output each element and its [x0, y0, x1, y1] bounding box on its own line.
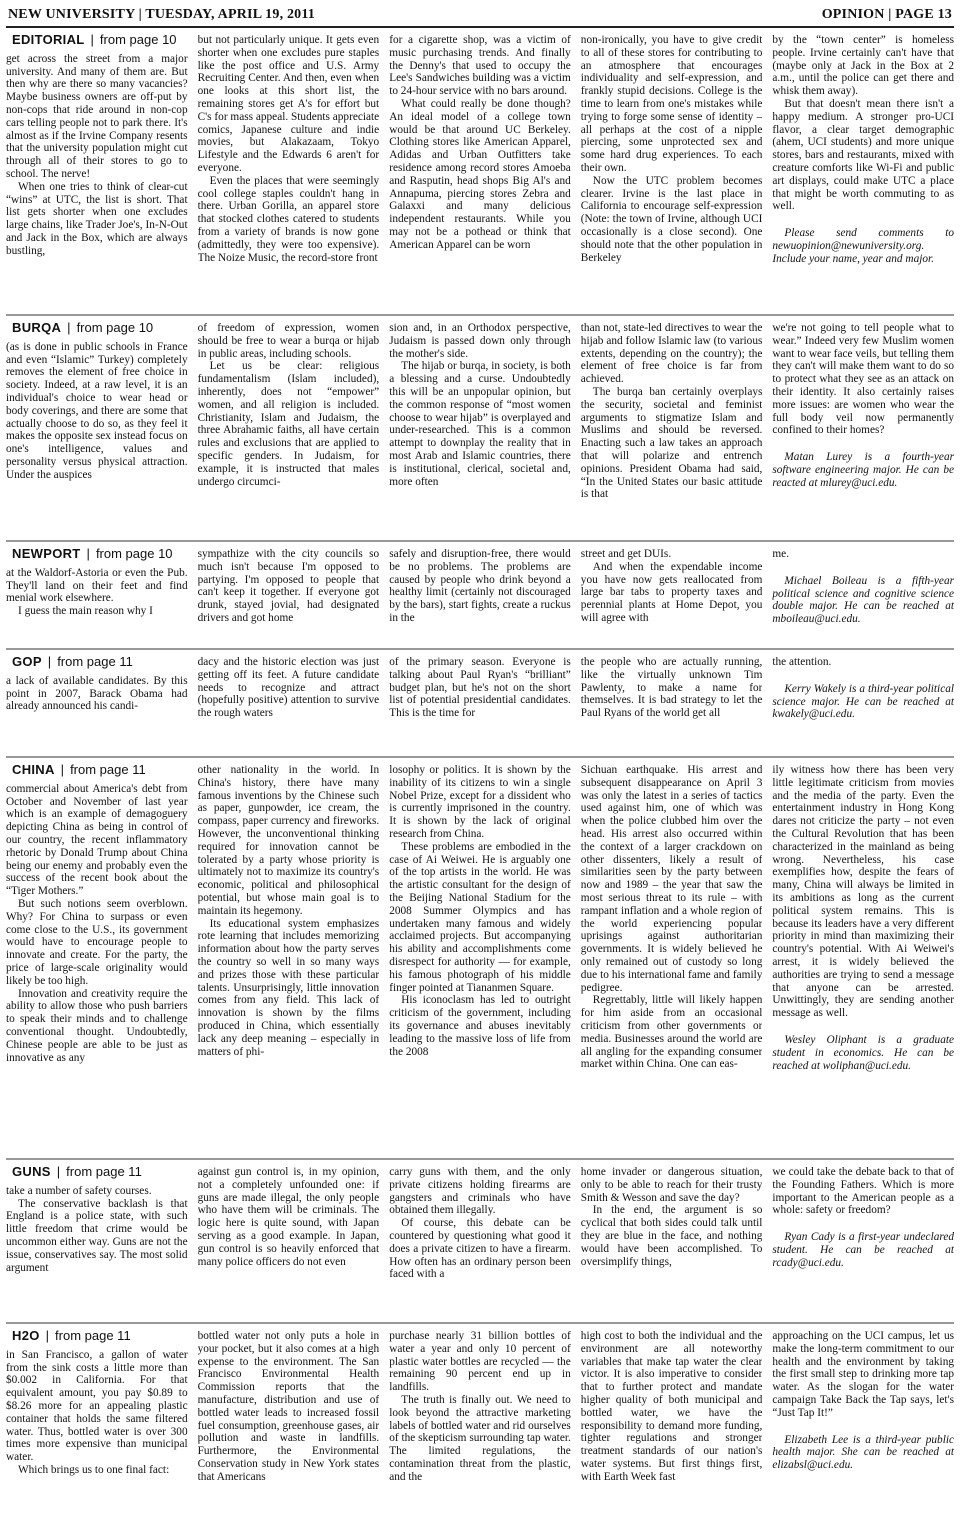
paragraph: at the Waldorf-Astoria or even the Pub. They'll land on their feet and find menial work elsewhere.	[6, 566, 188, 605]
paragraph: commercial about America's debt from October and November of last year which is an example of demagoguery depicting China as being in control of our country, the recent inflammatory rhetoric by Donald Trump about China being our enemy and probably even the success of the recent book about the “Tiger Mothers.”	[6, 782, 188, 898]
paragraph: for a cigarette shop, was a victim of music purchasing trends. And finally the Denny's that used to occupy the Lee's Sandwiches building was a victim to 24-hour service with no bars around.	[389, 34, 571, 98]
jump-from-page: from page 10	[76, 322, 154, 335]
paragraph: non-ironically, you have to give credit to all of these stores for contributing to an atmosphere that encourages individuality and self-expression, and frankly stupid decisions. College is the time to learn from one's mistakes while trying to forge some sense of identity – all perhaps at the cost of a nipple piercing, some unprotected sex and some hard drug experiences. To each their own.	[580, 34, 763, 174]
paragraph: me.	[772, 548, 790, 560]
jump-separator: |	[60, 764, 65, 777]
paragraph: Sichuan earthquake. His arrest and subsequent disappearance on April 3 was only the latest in a series of tactics used against him, one of which was when the police clubbed him over the head. His arrest also occurred within the context of a larger crackdown on other dissenters, likely a result of similarities seen by the party between now and 1989 – the year that saw the most serious threat to its rule – with rampant inflation and a whole region of the world experiencing popular uprisings against authoritarian governments. It is widely believed he only remained out of custody so long due to his international fame and family pedigree.	[580, 764, 763, 994]
text-column	[6, 1166, 188, 1316]
paragraph: What could really be done though? An ideal model of a college town would be that around UC Berkeley. Clothing stores like American Apparel, Adidas and Urban Outfitters take residence among record stores Amoeba and Rasputin, head shops Big Al's and Annapuma, piercing stores Zebra and Galaxxi and many delicious independent restaurants. While you may not be a pothead or think that American Apparel can be worn	[389, 97, 571, 251]
jump-separator: |	[47, 656, 52, 669]
jump-head	[6, 764, 188, 777]
text-column	[772, 656, 954, 750]
paragraph: Let us be clear: religious fundamentalism (Islam included), inherently, does not “empower” women, and all religion is included. Christianity, Islam and Judaism, the three Abrahamic faiths, all have certain rules and exclusions that are applied to specific genders. In Judaism, for example, it is instructed that males undergo circumci-	[197, 360, 380, 488]
jump-keyword: BURQA	[12, 322, 62, 335]
text-column	[6, 1330, 188, 1526]
text-column	[198, 34, 380, 308]
text-column	[198, 322, 380, 534]
paragraph: than not, state-led directives to wear the hijab and follow Islamic law (to various extents, depending on the country); the element of free choice is far from achieved.	[580, 322, 763, 386]
text-column	[581, 34, 763, 308]
paragraph: street and get DUIs.	[580, 548, 672, 560]
article-china	[6, 760, 954, 1160]
text-column	[772, 34, 954, 308]
paragraph: The truth is finally out. We need to look beyond the attractive marketing labels of bottled water and rid ourselves of the skepticism surrounding tap water. The limited regulations, the contamination threat from the plastic, and the	[389, 1393, 571, 1483]
paragraph: take a number of safety courses.	[6, 1184, 152, 1197]
jump-keyword: GUNS	[12, 1166, 51, 1179]
text-column	[581, 764, 763, 1152]
paragraph: Which brings us to one final fact:	[18, 1463, 170, 1476]
paragraph: I guess the main reason why I	[18, 605, 153, 618]
paragraph: These problems are embodied in the case of Ai Weiwei. He is arguably one of the top artists in the world. He was the artistic consultant for the design of the Beijing National Stadium for the 2008 Summer Olympics and has undertaken many famous and widely acclaimed projects. But accompanying his ability and accomplishments come disrespect for authority — for example, his famous photograph of his middle finger pointed at Tiananmen Square.	[389, 840, 571, 994]
paragraph: Now the UTC problem becomes clearer. Irvine is the last place in California to encourage self-expression (Note: the town of Irvine, although UCI occasionally is a close second). One should note that the other population in Berkeley	[580, 174, 763, 264]
text-column	[198, 1330, 380, 1526]
jump-from-page: from page 10	[99, 34, 177, 47]
article-gop	[6, 652, 954, 758]
jump-from-page: from page 10	[95, 548, 173, 561]
paragraph: But that doesn't mean there isn't a happy medium. A stronger pro-UCI flavor, a clear target demographic (ahem, UCI students) and more unique stores, bars and restaurants, mixed with creature comforts like Wi-Fi and public art displays, could make UTC a place that might be worth commuting to as well.	[772, 97, 954, 213]
text-column	[389, 1166, 571, 1316]
jump-from-page: from page 11	[57, 656, 133, 669]
paragraph: against gun control is, in my opinion, not a completely unfounded one: if guns are made illegal, the only people who have them will be criminals. The logic here is quite sound, with Japan serving as a good example. In Japan, gun control is so heavily enforced that many police officers do not even	[197, 1166, 380, 1268]
text-column	[772, 764, 954, 1152]
paragraph: approaching on the UCI campus, let us make the long-term commitment to our health and the environment by taking the first small step to drinking more tap water. As the slogan for the water campaign Take Back the Tap says, let's “Just Tap It!”	[772, 1330, 954, 1419]
paragraph: In the end, the argument is so cyclical that both sides could talk until they are blue in the face, and nothing would have been accomplished. To oversimplify things,	[580, 1204, 763, 1268]
paragraph: carry guns with them, and the only private citizens holding firearms are gangsters and criminals who have obtained them illegally.	[389, 1166, 571, 1217]
paragraph: purchase nearly 31 billion bottles of water a year and only 10 percent of plastic water bottles are recycled — the remaining 90 percent end up in landfills.	[389, 1330, 571, 1394]
text-column	[389, 548, 571, 642]
text-column	[581, 548, 763, 642]
jump-keyword: EDITORIAL	[12, 34, 85, 47]
paragraph: bottled water not only puts a hole in your pocket, but it also comes at a high expense to the environment. The San Francisco Environmental Health Commission reports that the manufacture, distribution and use of bottled water leads to increased fossil fuel consumption, greenhouse gases, air pollution and waste in landfills. Furthermore, the Environmental Conservation study in New York states that Americans	[197, 1330, 380, 1483]
text-column	[772, 548, 954, 642]
paragraph: Its educational system emphasizes rote learning that includes memorizing information about how the party serves the country so well in so many ways and prizes those with these particular talents. Unsurprisingly, little innovation comes from any field. This lack of innovation is shown by the films produced in China, which essentially lack any deep meaning – especially in matters of phi-	[197, 917, 380, 1058]
author-byline: Elizabeth Lee is a third-year public health major. She can be reached at elizabsl@uci.edu.	[772, 1433, 954, 1472]
text-column	[198, 764, 380, 1152]
jump-separator: |	[86, 548, 90, 561]
paragraph: but not particularly unique. It gets even shorter when one excludes pure staples like the post office and U.S. Army Recruiting Center. And then, even when one looks at this short list, the remaining stores get A's for effort but C's for mass appeal. Students appreciate comics, Japanese culture and indie movies, but Alakazaam, Tokyo Lifestyle and the Edwards 6 aren't for everyone.	[197, 34, 380, 174]
paragraph: get across the street from a major university. And many of them are. But then why are there so many vacancies? Maybe business owners are off-put by non-cops that ride around in non-cop cars telling people not to park there. It's almost as if the Irvine Company resents that the university population might cut through all of their stores to go to school. The nerve!	[6, 52, 188, 180]
jump-keyword: NEWPORT	[12, 548, 81, 561]
paragraph: high cost to both the individual and the environment are all noteworthy variables that make tap water the clear victor. It is also imperative to consider that to further protect and mandate higher quality of both municipal and bottled water, we have the responsibility to demand more funding, tighter regulations and stronger treatment standards of our nation's water systems. But first things first, with Earth Week fast	[580, 1330, 763, 1483]
paragraph: The conservative backlash is that England is a police state, with such little freedom that crime would be uncommon either way. Guns are not the issue, conservatives say. The most solid argument	[6, 1197, 188, 1274]
paragraph: the people who are actually running, like the virtually unknown Tim Pawlenty, to make a name for themselves. It is bad strategy to let the Paul Ryans of the world get all	[580, 656, 763, 720]
article-guns	[6, 1162, 954, 1324]
text-column	[389, 1330, 571, 1526]
text-column	[198, 656, 380, 750]
jump-head	[6, 656, 188, 669]
paragraph: of the primary season. Everyone is talking about Paul Ryan's “brilliant” budget plan, but he's not on the short list of potential presidential candidates. This is the time for	[389, 656, 571, 720]
text-column	[6, 656, 188, 750]
paragraph: we're not going to tell people what to wear.” Indeed very few Muslim women want to wear face veils, but telling them they can't will make them want to do so to protect what they see as an attack on their identity. It also certainly raises more issues: are women who wear the full body veil now permanently confined to their homes?	[772, 322, 954, 437]
jump-head	[6, 322, 188, 335]
paragraph: safely and disruption-free, there would be no problems. The problems are caused by people who drink beyond a healthy limit (certainly not discouraged by the bars), start fights, create a ruckus in the	[389, 548, 571, 624]
text-column	[6, 548, 188, 642]
paragraph: a lack of available candidates. By this point in 2007, Barack Obama had already announced his candi-	[6, 674, 188, 713]
paragraph: other nationality in the world. In China's history, there have many famous inventions by the Chinese such as paper, gunpowder, ice cream, the compass, paper currency and fireworks. However, the unconventional thinking required for innovation cannot be tolerated by a party whose priority is ultimately not to maximize its country's economic, political and philosophical potential, but whose main goal is to maintain its hegemony.	[197, 764, 380, 917]
jump-separator: |	[56, 1166, 61, 1179]
page-header	[6, 4, 954, 28]
jump-from-page: from page 11	[66, 1166, 142, 1179]
author-byline: Wesley Oliphant is a graduate student in economics. He can be reached at woliphan@uci.edu.	[772, 1033, 954, 1072]
author-byline: Matan Lurey is a fourth-year software engineering major. He can be reacted at mlurey@uci.edu.	[772, 451, 954, 489]
text-column	[581, 322, 763, 534]
paragraph: losophy or politics. It is shown by the inability of its citizens to win a single Nobel Prize, except for a dissident who is currently imprisoned in the country. It is shown by the lack of original research from China.	[389, 764, 571, 840]
text-column	[198, 1166, 380, 1316]
jump-keyword: H2O	[12, 1330, 40, 1343]
paragraph: the attention.	[772, 656, 832, 668]
paragraph: of freedom of expression, women should be free to wear a burqa or hijab in public areas, including schools.	[197, 322, 380, 360]
article-newport	[6, 544, 954, 650]
masthead-date: NEW UNIVERSITY | TUESDAY, APRIL 19, 2011	[8, 7, 315, 22]
text-column	[6, 322, 188, 534]
text-column	[772, 1166, 954, 1316]
paragraph: Of course, this debate can be countered by questioning what good it does a private citizen to have a firearm. How often has an ordinary person been faced with a	[389, 1217, 571, 1281]
paragraph: The hijab or burqa, in society, is both a blessing and a curse. Undoubtedly this will be an unpopular opinion, but the common response of “most women choose to wear hijab” is overplayed and under-researched. This is a common attempt to downplay the reality that in most Arab and Islamic countries, there is institutional, clerical, societal and, more often	[389, 360, 571, 488]
paragraph: But such notions seem overblown. Why? For China to surpass or even come close to the U.S., its government would have to encourage people to innovate and create. For the party, the price of large-scale originality would likely be too high.	[6, 897, 188, 987]
jump-from-page: from page 11	[70, 764, 146, 777]
text-column	[198, 548, 380, 642]
text-column	[772, 1330, 954, 1526]
paragraph: Regrettably, little will likely happen for him aside from an occasional criticism from other governments or media. Businesses around the world are all angling for the expanding consumer market within China. One can eas-	[580, 994, 763, 1071]
paragraph: we could take the debate back to that of the Founding Fathers. Which is more important to the American people as a whole: safety or freedom?	[772, 1166, 954, 1217]
text-column	[389, 322, 571, 534]
author-byline: Kerry Wakely is a third-year political science major. He can be reached at kwakely@uci.edu.	[772, 682, 954, 721]
jump-keyword: GOP	[12, 656, 42, 669]
author-byline: Michael Boileau is a fifth-year political science and cognitive science double major. He can be reached at mboileau@uci.edu.	[772, 574, 954, 626]
article-h2o	[6, 1326, 954, 1532]
paragraph: Innovation and creativity require the ability to allow those who push barriers to speak their minds and to challenge conventional thought. Undoubtedly, Chinese people are able to be just as innovative as any	[6, 987, 188, 1064]
jump-from-page: from page 11	[55, 1330, 131, 1343]
jump-keyword: CHINA	[12, 764, 55, 777]
text-column	[6, 34, 188, 308]
paragraph: When one tries to think of clear-cut “wins” at UTC, the list is short. That list gets shorter when one excludes large chains, like Trader Joe's, In-N-Out and Jack in the Box, which are always bustling,	[6, 180, 188, 257]
text-column	[581, 1166, 763, 1316]
paragraph: sympathize with the city councils so much isn't because I'm opposed to partying. I'm opposed to people that can't keep it together. If everyone got drunk, stayed jovial, had designated drivers and got home	[197, 548, 380, 624]
text-column	[581, 1330, 763, 1526]
article-editorial	[6, 30, 954, 316]
paragraph: home invader or dangerous situation, only to be able to reach for their trusty Smith & Wesson and save the day?	[580, 1166, 763, 1204]
text-column	[389, 764, 571, 1152]
paragraph: dacy and the historic election was just getting off its feet. A future candidate needs to recognize and attract (hopefully positive) attention to survive the rough waters	[197, 656, 380, 720]
text-column	[389, 34, 571, 308]
text-column	[581, 656, 763, 750]
author-byline: Ryan Cady is a first-year undeclared student. He can be reached at rcady@uci.edu.	[772, 1231, 954, 1269]
paragraph: The burqa ban certainly overplays the security, societal and feminist arguments to stigmatize Islam and Muslims and should be reversed. Enacting such a law takes an approach that will polarize and entrench opinions. President Obama had said, “In the United States our basic attitude is that	[580, 385, 763, 501]
jump-separator: |	[45, 1330, 50, 1343]
jump-head	[6, 548, 188, 561]
paragraph: (as is done in public schools in France and even “Islamic” Turkey) completely removes the element of free choice in society. Indeed, at a raw level, it is an individual's choice to wear head or body coverings, and there are some that actually choose to do so, as they feel it makes the opposite sex instead focus on one's intelligence, values and personality versus physical attraction. Under the auspices	[6, 340, 188, 481]
jump-separator: |	[90, 34, 94, 47]
article-burqa	[6, 318, 954, 542]
paragraph: And when the expendable income you have now gets reallocated from large bar tabs to property taxes and perennial plants at Home Depot, you will agree with	[580, 560, 763, 624]
paragraph: in San Francisco, a gallon of water from the sink costs a little more than $0.002 in California. For that equivalent amount, you pay $0.89 to $8.26 more for an appealing plastic container that holds the same filtered water. Thus, bottled water is over 300 times more expensive than municipal water.	[6, 1348, 188, 1464]
jump-head	[6, 34, 188, 47]
jump-head	[6, 1166, 188, 1179]
paragraph: Even the places that were seemingly cool college staples couldn't hang in there. Urban Gorilla, an apparel store that stocked clothes catered to students from a variety of brands is now gone (admittedly, they were too expensive). The Noize Music, the record-store front	[197, 174, 380, 264]
jump-separator: |	[67, 322, 71, 335]
text-column	[772, 322, 954, 534]
paragraph: ily witness how there has been very little legitimate criticism from movies and the media of the party. Even the entertainment industry in Hong Kong dares not criticize the party – not even the Cultural Revolution that has been characterized in the mainland as being wrong. Nevertheless, his case exemplifies how, despite the fears of many, China will always be limited in its ambitions as long as the current political system remains. This is because its leaders have a very different priority in mind than maximizing their country's potential. With Ai Weiwei's arrest, it is widely believed the authorities are trying to send a message that anyone can be arrested. Unwittingly, they are sending another message as well.	[772, 764, 954, 1020]
author-byline: Please send comments to newuopinion@newuniversity.org. Include your name, year and major.	[772, 227, 954, 265]
paragraph: His iconoclasm has led to outright criticism of the government, including its governance and abuses inevitably leading to the massive loss of life from the 2008	[389, 994, 571, 1058]
paragraph: by the “town center” is homeless people. Irvine certainly can't have that (maybe only at Jack in the Box at 2 a.m., until the police can get there and whisk them away).	[772, 34, 954, 98]
jump-head	[6, 1330, 188, 1343]
paragraph: sion and, in an Orthodox perspective, Judaism is passed down only through the mother's side.	[389, 322, 571, 360]
text-column	[389, 656, 571, 750]
section-page-label: OPINION | PAGE 13	[821, 7, 952, 22]
text-column	[6, 764, 188, 1152]
